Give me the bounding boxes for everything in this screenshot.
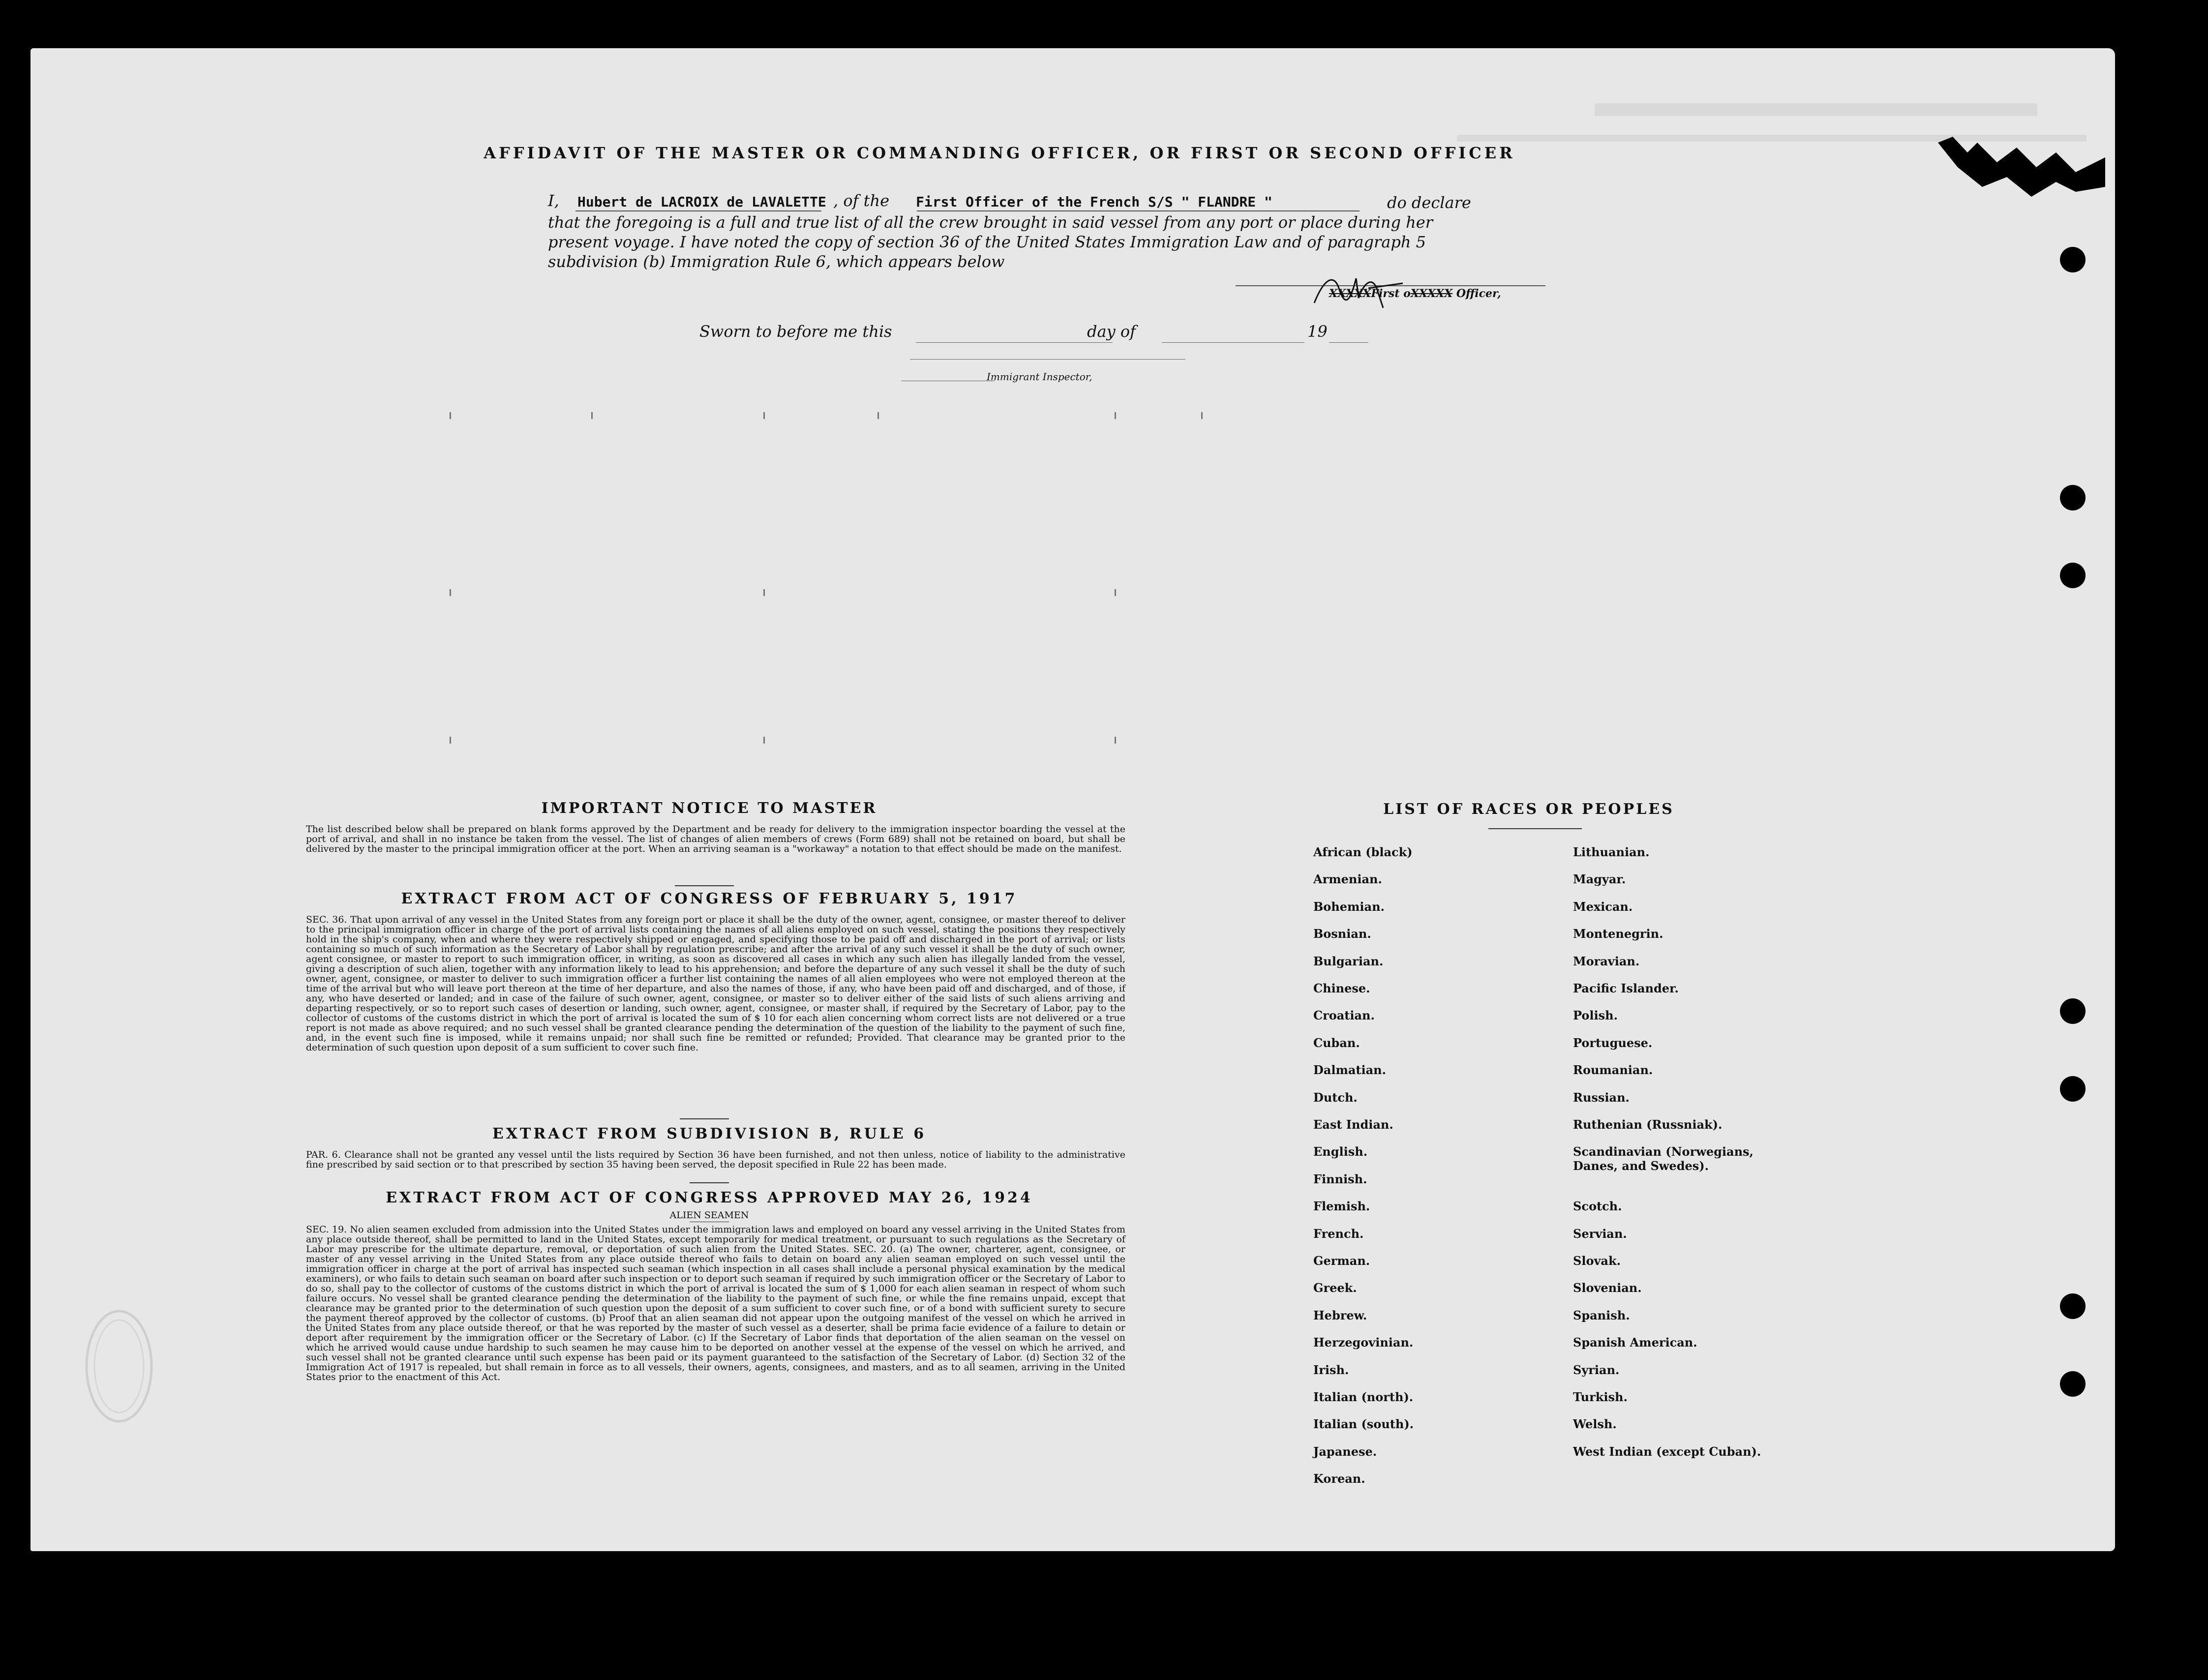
binder-hole-icon xyxy=(2060,1293,2086,1319)
race-item: Bohemian. xyxy=(1313,899,1385,914)
race-item: Spanish American. xyxy=(1573,1335,1697,1350)
binder-hole-icon xyxy=(2060,563,2086,588)
notice-body: The list described below shall be prepared on blank forms approved by the Department and be ready for delivery to the immigration inspector boarding the vessel at the port of arrival, and shall in no instance be taken from the vessel. The list of changes of alien members of crews (Form 689) shall not be retained on board, but shall be delivered by the master to the principal immigration officer at the port. When an arriving seaman is a "workaway" a notation to that effect should be made on the manifest. xyxy=(306,824,1125,854)
race-item: East Indian. xyxy=(1313,1117,1393,1132)
race-item: French. xyxy=(1313,1226,1364,1241)
grid-tick xyxy=(763,589,765,596)
binder-hole-icon xyxy=(2060,998,2086,1024)
race-item: Welsh. xyxy=(1573,1417,1617,1432)
race-item: Portuguese. xyxy=(1573,1035,1653,1050)
inspector-line-top xyxy=(910,359,1185,360)
alien-seamen-subtitle: ALIEN SEAMEN xyxy=(669,1210,749,1221)
day-of-label: day of xyxy=(1087,322,1136,341)
affidavit-line-1 xyxy=(548,191,1561,212)
grid-tick xyxy=(591,412,593,419)
race-item: Moravian. xyxy=(1573,954,1640,968)
race-item: English. xyxy=(1313,1144,1368,1159)
race-item: Greek. xyxy=(1313,1281,1357,1295)
grid-tick xyxy=(1115,737,1116,744)
race-item: Montenegrin. xyxy=(1573,927,1664,941)
extract-1924-body: SEC. 19. No alien seamen excluded from admission into the United States under the immigration laws and employed on board any vessel arriving in the United States from any place outside thereof, shall be permitted to land in the United States, except temporarily for medical treatment, or pursuant to such regulations as the Secretary of Labor may prescribe for the ultimate departure, removal, or deportation of such alien from the United States. SEC. 20. (a) The owner, charterer, agent, consignee, or master of any vessel arriving in the United States from any place outside thereof who fails to detain on board any alien seaman employed on such vessel until the immigration officer in charge at the port of arrival has inspected such seaman (which inspection in all cases shall include a personal physical examination by the medical examiners), or who fails to detain such seaman on board after such inspection or to deport such seaman if required by such immigration officer or the Secretary of Labor to do so, shall pay to the collector of customs of the customs district in which the port of arrival is located the sum of $ 1,000 for each alien seaman in respect of whom such failure occurs. No vessel shall be granted clearance pending the determination of the liability to the payment of such fine, or while the fine remains unpaid, except that clearance may be granted prior to the determination of such question upon the deposit of a sum sufficient to cover such fine, or of a bond with sufficient surety to secure the payment thereof approved by the collector of customs. (b) Proof that an alien seaman did not appear upon the outgoing manifest of the vessel on which he arrived in the United States from any place outside thereof, or that he was reported by the master of such vessel as a deserter, shall be prima facie evidence of a failure to detain or deport after requirement by the immigration officer or the Secretary of Labor. (c) If the Secretary of Labor finds that deportation of the alien seaman on the vessel on which he arrived would cause undue hardship to such seamen he may cause him to be deported on another vessel at the expense of the vessel on which he arrived, and such vessel shall not be granted clearance until such expense has been paid or its payment guaranteed to the satisfaction of the Secretary of Labor. (d) Section 32 of the Immigration Act of 1917 is repealed, but shall remain in force as to all vessels, their owners, agents, consignees, and masters, and as to all seamen, arriving in the United States prior to the enactment of this Act. xyxy=(306,1224,1125,1382)
grid-tick xyxy=(450,412,451,419)
struck-text-1: XXXXX xyxy=(1329,287,1371,300)
race-item: Pacific Islander. xyxy=(1573,981,1679,995)
race-item: Scotch. xyxy=(1573,1199,1622,1214)
race-item: Flemish. xyxy=(1313,1199,1370,1214)
extract-1917-body: SEC. 36. That upon arrival of any vessel in the United States from any foreign port or place it shall be the duty of the owner, agent, consignee, or master thereof to deliver to the principal immigration officer in charge of the port of arrival lists containing the names of all aliens employed on such vessel, stating the positions they respectively hold in the ship's company, when and where they were respectively shipped or engaged, and specifying those to be paid off and discharged in the port of arrival; or lists containing so much of such information as the Secretary of Labor shall by regulation prescribe; and after the arrival of any such vessel it shall be the duty of such owner, agent consignee, or master to report to such immigration officer, in writing, as soon as discovered all cases in which any such alien has illegally landed from the vessel, giving a description of such alien, together with any information likely to lead to his apprehension; and before the departure of any such vessel it shall be the duty of such owner, agent, consignee, or master to deliver to such immigration officer a further list containing the names of all alien employees who were not employed thereon at the time of the arrival but who will leave port thereon at the time of her departure, and also the names of those, if any, who have been paid off and discharged, and of those, if any, who have deserted or landed; and in case of the failure of such owner, agent, consignee, or master so to deliver either of the said lists of such aliens arriving and departing respectively, or so to report such cases of desertion or landing, such owner, agent, consignee, or master shall, if required by the Secretary of Labor, pay to the collector of customs of the customs district in which the port of arrival is located the sum of $ 10 for each alien concerning whom correct lists are not delivered or a true report is not made as above required; and no such vessel shall be granted clearance pending the determination of the question of the liability to the payment of such fine, and, in the event such fine is imposed, while it remains unpaid; nor shall such fine be remitted or refunded; Provided. That clearance may be granted prior to the determination of such question upon deposit of a sum sufficient to cover such fine. xyxy=(306,914,1125,1053)
divider xyxy=(680,1118,729,1119)
binder-hole-icon xyxy=(2060,485,2086,510)
grid-tick xyxy=(450,589,451,596)
race-item: Croatian. xyxy=(1313,1008,1375,1023)
race-item: Syrian. xyxy=(1573,1362,1620,1377)
races-title: LIST OF RACES OR PEOPLES xyxy=(1383,801,1674,818)
divider xyxy=(675,885,734,886)
race-item: Finnish. xyxy=(1313,1171,1367,1186)
race-item: Mexican. xyxy=(1573,899,1633,914)
grid-tick xyxy=(1115,412,1116,419)
race-item: Roumanian. xyxy=(1573,1063,1653,1078)
binder-hole-icon xyxy=(2060,1371,2086,1397)
race-item: Russian. xyxy=(1573,1090,1630,1105)
race-item: Chinese. xyxy=(1313,981,1370,995)
master-name: Hubert de LACROIX de LAVALETTE xyxy=(577,194,826,210)
document-page xyxy=(30,48,2115,1551)
grid-tick xyxy=(450,737,451,744)
sworn-year-line xyxy=(1329,342,1368,343)
race-item: Dutch. xyxy=(1313,1090,1358,1105)
officer-label: Officer, xyxy=(1456,287,1501,300)
extract-rule6-body: PAR. 6. Clearance shall not be granted any vessel until the lists required by Section 36 have been furnished, and not then unless, notice of liability to the administrative fine prescribed by said section or to that prescribed by section 35 having been served, the deposit specified in Rule 22 has been made. xyxy=(306,1149,1125,1170)
race-item: Hebrew. xyxy=(1313,1308,1367,1322)
race-item: Ruthenian (Russniak). xyxy=(1573,1117,1723,1132)
extract-1924-title: EXTRACT FROM ACT OF CONGRESS APPROVED MAY 26, 1924 xyxy=(386,1189,1033,1206)
i-label: I, xyxy=(548,191,559,210)
name-underline xyxy=(575,210,821,211)
officer-signature-label xyxy=(1329,287,1501,300)
divider xyxy=(690,1182,729,1183)
of-the-label: , of the xyxy=(833,191,890,210)
race-item: German. xyxy=(1313,1254,1370,1268)
binder-hole-icon xyxy=(2060,1076,2086,1102)
affidavit-title: AFFIDAVIT OF THE MASTER OR COMMANDING OFFICER, OR FIRST OR SECOND OFFICER xyxy=(484,144,1515,162)
sworn-day-line xyxy=(916,342,1113,343)
sworn-month-line xyxy=(1162,342,1304,343)
do-declare-label: do declare xyxy=(1387,193,1471,212)
race-item: Korean. xyxy=(1313,1471,1365,1486)
race-item: Cuban. xyxy=(1313,1035,1360,1050)
extract-rule6-title: EXTRACT FROM SUBDIVISION B, RULE 6 xyxy=(492,1125,927,1142)
seal-stamp-icon xyxy=(85,1307,153,1425)
race-item: West Indian (except Cuban). xyxy=(1573,1444,1761,1459)
race-item: Japanese. xyxy=(1313,1444,1377,1459)
grid-tick xyxy=(763,412,765,419)
race-item: Italian (south). xyxy=(1313,1417,1414,1432)
race-item: Dalmatian. xyxy=(1313,1063,1386,1078)
race-item: Magyar. xyxy=(1573,872,1626,887)
grid-tick xyxy=(763,737,765,744)
race-item: Slovak. xyxy=(1573,1254,1621,1268)
race-item: Scandinavian (Norwegians, Danes, and Swedes). xyxy=(1573,1144,1754,1173)
race-item: Irish. xyxy=(1313,1362,1349,1377)
race-item: Lithuanian. xyxy=(1573,845,1650,859)
officer-first-text: First o xyxy=(1371,287,1411,300)
binder-hole-icon xyxy=(2060,247,2086,272)
position-underline xyxy=(917,210,1360,211)
grid-tick xyxy=(877,412,879,419)
race-item: Slovenian. xyxy=(1573,1281,1642,1295)
inspector-label: Immigrant Inspector, xyxy=(987,371,1092,383)
struck-text-2: XXXXX xyxy=(1410,287,1453,300)
sworn-label: Sworn to before me this xyxy=(699,322,892,341)
race-item: Bosnian. xyxy=(1313,927,1371,941)
bleed-through-header xyxy=(1595,103,2037,116)
race-item: Spanish. xyxy=(1573,1308,1630,1322)
race-item: Armenian. xyxy=(1313,872,1382,887)
race-item: Herzegovinian. xyxy=(1313,1335,1414,1350)
officer-position: First Officer of the French S/S " FLANDRE " xyxy=(916,194,1272,210)
race-item: African (black) xyxy=(1313,845,1413,859)
year-label: 19 xyxy=(1307,322,1328,341)
affidavit-line-4: subdivision (b) Immigration Rule 6, which appears below xyxy=(548,252,1005,271)
extract-1917-title: EXTRACT FROM ACT OF CONGRESS OF FEBRUARY 5, 1917 xyxy=(401,890,1018,907)
race-item: Turkish. xyxy=(1573,1390,1628,1404)
grid-tick xyxy=(1201,412,1203,419)
affidavit-line-2: that the foregoing is a full and true list of all the crew brought in said vessel from any port or place during her xyxy=(548,213,1433,232)
race-item: Servian. xyxy=(1573,1226,1627,1241)
torn-edge xyxy=(1938,133,2105,207)
race-item: Italian (north). xyxy=(1313,1390,1414,1404)
notice-title: IMPORTANT NOTICE TO MASTER xyxy=(541,800,877,817)
race-item: Polish. xyxy=(1573,1008,1618,1023)
divider xyxy=(1488,828,1582,829)
race-item: Bulgarian. xyxy=(1313,954,1384,968)
affidavit-line-3: present voyage. I have noted the copy of section 36 of the United States Immigration Law and of paragraph 5 xyxy=(548,233,1426,251)
grid-tick xyxy=(1115,589,1116,596)
